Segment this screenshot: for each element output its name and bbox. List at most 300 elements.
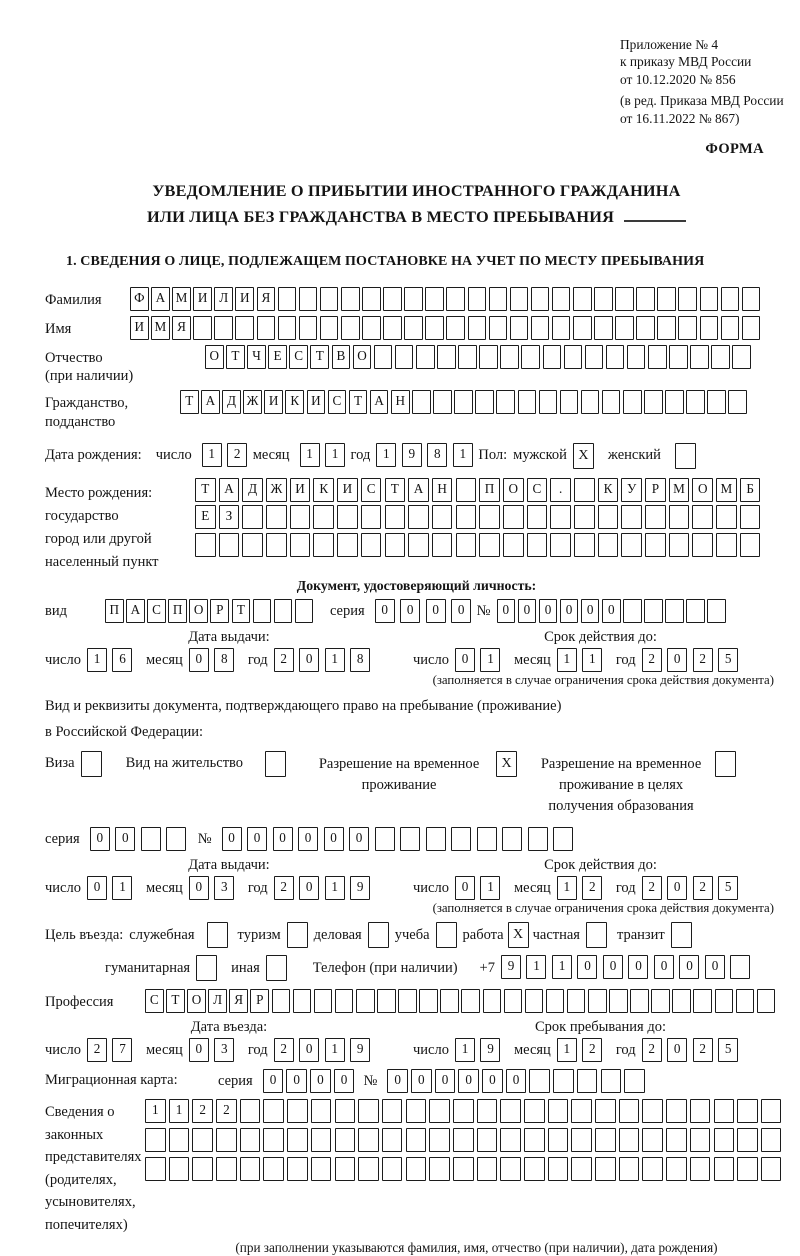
char-cell[interactable]: 1: [300, 443, 320, 467]
char-cell[interactable]: [686, 390, 705, 414]
char-cell[interactable]: [385, 533, 406, 557]
char-cell[interactable]: 1: [325, 648, 345, 672]
char-cell[interactable]: [141, 827, 161, 851]
char-cell[interactable]: 8: [427, 443, 447, 467]
char-cell[interactable]: [475, 390, 494, 414]
char-cell[interactable]: С: [145, 989, 164, 1013]
char-cell[interactable]: [432, 505, 453, 529]
char-cell[interactable]: 2: [693, 1038, 713, 1062]
purpose-other-checkbox[interactable]: [266, 955, 287, 981]
char-cell[interactable]: [598, 533, 619, 557]
char-cell[interactable]: [543, 345, 562, 369]
char-cell[interactable]: М: [716, 478, 737, 502]
char-cell[interactable]: [548, 1157, 569, 1181]
char-cell[interactable]: [700, 316, 719, 340]
char-cell[interactable]: С: [361, 478, 382, 502]
char-cell[interactable]: П: [168, 599, 187, 623]
char-cell[interactable]: [594, 287, 613, 311]
char-cell[interactable]: 3: [214, 876, 234, 900]
char-cell[interactable]: [287, 1128, 308, 1152]
char-cell[interactable]: [548, 1099, 569, 1123]
char-cell[interactable]: [406, 1157, 427, 1181]
char-cell[interactable]: 0: [90, 827, 110, 851]
char-cell[interactable]: [235, 316, 254, 340]
char-cell[interactable]: [145, 1128, 166, 1152]
char-cell[interactable]: [406, 1099, 427, 1123]
char-cell[interactable]: [456, 533, 477, 557]
char-cell[interactable]: [595, 1157, 616, 1181]
char-cell[interactable]: Т: [232, 599, 251, 623]
char-cell[interactable]: [644, 390, 663, 414]
char-cell[interactable]: [437, 345, 456, 369]
char-cell[interactable]: 0: [497, 599, 516, 623]
char-cell[interactable]: 0: [411, 1069, 432, 1093]
char-cell[interactable]: [728, 390, 747, 414]
char-cell[interactable]: Р: [210, 599, 229, 623]
char-cell[interactable]: [665, 390, 684, 414]
char-cell[interactable]: [500, 1099, 521, 1123]
char-cell[interactable]: А: [408, 478, 429, 502]
char-cell[interactable]: [416, 345, 435, 369]
char-cell[interactable]: 1: [552, 955, 572, 979]
char-cell[interactable]: [690, 1157, 711, 1181]
char-cell[interactable]: И: [290, 478, 311, 502]
char-cell[interactable]: 5: [718, 1038, 738, 1062]
char-cell[interactable]: Я: [257, 287, 276, 311]
char-cell[interactable]: 0: [603, 955, 623, 979]
char-cell[interactable]: 0: [387, 1069, 408, 1093]
char-cell[interactable]: [761, 1128, 782, 1152]
char-cell[interactable]: К: [313, 478, 334, 502]
char-cell[interactable]: 0: [310, 1069, 331, 1093]
char-cell[interactable]: 0: [273, 827, 293, 851]
char-cell[interactable]: 0: [189, 876, 209, 900]
char-cell[interactable]: [595, 1099, 616, 1123]
char-cell[interactable]: [311, 1099, 332, 1123]
char-cell[interactable]: 0: [667, 648, 687, 672]
char-cell[interactable]: 1: [453, 443, 473, 467]
char-cell[interactable]: [287, 1157, 308, 1181]
char-cell[interactable]: [740, 505, 761, 529]
char-cell[interactable]: А: [126, 599, 145, 623]
edu-residence-permit-checkbox[interactable]: [715, 751, 736, 777]
char-cell[interactable]: М: [172, 287, 191, 311]
char-cell[interactable]: [408, 505, 429, 529]
char-cell[interactable]: [374, 345, 393, 369]
char-cell[interactable]: [240, 1128, 261, 1152]
char-cell[interactable]: [477, 1128, 498, 1152]
char-cell[interactable]: [736, 989, 755, 1013]
char-cell[interactable]: [714, 1099, 735, 1123]
char-cell[interactable]: Т: [195, 478, 216, 502]
char-cell[interactable]: [678, 287, 697, 311]
char-cell[interactable]: [257, 316, 276, 340]
char-cell[interactable]: 9: [501, 955, 521, 979]
char-cell[interactable]: 1: [325, 1038, 345, 1062]
char-cell[interactable]: [642, 1099, 663, 1123]
char-cell[interactable]: Т: [349, 390, 368, 414]
char-cell[interactable]: 0: [189, 1038, 209, 1062]
char-cell[interactable]: 1: [557, 1038, 577, 1062]
char-cell[interactable]: [645, 533, 666, 557]
char-cell[interactable]: [690, 345, 709, 369]
char-cell[interactable]: О: [353, 345, 372, 369]
char-cell[interactable]: 1: [526, 955, 546, 979]
char-cell[interactable]: [335, 989, 354, 1013]
purpose-humanitarian-checkbox[interactable]: [196, 955, 217, 981]
char-cell[interactable]: [358, 1128, 379, 1152]
char-cell[interactable]: [567, 989, 586, 1013]
char-cell[interactable]: [690, 1128, 711, 1152]
char-cell[interactable]: [707, 599, 726, 623]
char-cell[interactable]: [382, 1099, 403, 1123]
char-cell[interactable]: [553, 827, 573, 851]
char-cell[interactable]: [510, 287, 529, 311]
char-cell[interactable]: [550, 533, 571, 557]
char-cell[interactable]: [714, 1128, 735, 1152]
char-cell[interactable]: [195, 533, 216, 557]
char-cell[interactable]: [619, 1128, 640, 1152]
purpose-business-checkbox[interactable]: [368, 922, 389, 948]
char-cell[interactable]: 0: [334, 1069, 355, 1093]
char-cell[interactable]: 1: [325, 443, 345, 467]
char-cell[interactable]: [518, 390, 537, 414]
char-cell[interactable]: [425, 316, 444, 340]
char-cell[interactable]: 0: [581, 599, 600, 623]
char-cell[interactable]: [453, 1128, 474, 1152]
char-cell[interactable]: .: [550, 478, 571, 502]
purpose-study-checkbox[interactable]: [436, 922, 457, 948]
char-cell[interactable]: [169, 1157, 190, 1181]
char-cell[interactable]: 2: [274, 876, 294, 900]
char-cell[interactable]: [456, 478, 477, 502]
char-cell[interactable]: 1: [557, 648, 577, 672]
char-cell[interactable]: И: [235, 287, 254, 311]
char-cell[interactable]: [382, 1128, 403, 1152]
char-cell[interactable]: [395, 345, 414, 369]
char-cell[interactable]: В: [332, 345, 351, 369]
char-cell[interactable]: 2: [582, 1038, 602, 1062]
char-cell[interactable]: 1: [325, 876, 345, 900]
char-cell[interactable]: [311, 1128, 332, 1152]
char-cell[interactable]: 0: [87, 876, 107, 900]
char-cell[interactable]: [636, 316, 655, 340]
char-cell[interactable]: [432, 533, 453, 557]
char-cell[interactable]: [274, 599, 293, 623]
char-cell[interactable]: [453, 1099, 474, 1123]
char-cell[interactable]: [361, 505, 382, 529]
char-cell[interactable]: [609, 989, 628, 1013]
char-cell[interactable]: [500, 345, 519, 369]
char-cell[interactable]: 2: [216, 1099, 237, 1123]
char-cell[interactable]: 0: [679, 955, 699, 979]
char-cell[interactable]: 0: [324, 827, 344, 851]
char-cell[interactable]: 2: [274, 648, 294, 672]
char-cell[interactable]: [337, 505, 358, 529]
char-cell[interactable]: [385, 505, 406, 529]
char-cell[interactable]: [483, 989, 502, 1013]
char-cell[interactable]: [272, 989, 291, 1013]
char-cell[interactable]: С: [527, 478, 548, 502]
char-cell[interactable]: А: [201, 390, 220, 414]
char-cell[interactable]: Т: [166, 989, 185, 1013]
char-cell[interactable]: 0: [189, 648, 209, 672]
char-cell[interactable]: 0: [222, 827, 242, 851]
char-cell[interactable]: [192, 1157, 213, 1181]
char-cell[interactable]: 1: [455, 1038, 475, 1062]
char-cell[interactable]: [341, 316, 360, 340]
char-cell[interactable]: [446, 316, 465, 340]
char-cell[interactable]: О: [187, 989, 206, 1013]
char-cell[interactable]: [299, 316, 318, 340]
char-cell[interactable]: Л: [214, 287, 233, 311]
char-cell[interactable]: [546, 989, 565, 1013]
char-cell[interactable]: [737, 1099, 758, 1123]
char-cell[interactable]: [548, 1128, 569, 1152]
char-cell[interactable]: Я: [172, 316, 191, 340]
char-cell[interactable]: [707, 390, 726, 414]
female-checkbox[interactable]: [675, 443, 696, 469]
char-cell[interactable]: [356, 989, 375, 1013]
char-cell[interactable]: К: [285, 390, 304, 414]
char-cell[interactable]: [552, 287, 571, 311]
char-cell[interactable]: 0: [667, 1038, 687, 1062]
char-cell[interactable]: 2: [642, 1038, 662, 1062]
char-cell[interactable]: [278, 316, 297, 340]
char-cell[interactable]: [642, 1157, 663, 1181]
char-cell[interactable]: [742, 287, 761, 311]
char-cell[interactable]: [528, 827, 548, 851]
purpose-tourism-checkbox[interactable]: [287, 922, 308, 948]
char-cell[interactable]: [742, 316, 761, 340]
char-cell[interactable]: 0: [400, 599, 420, 623]
char-cell[interactable]: [527, 505, 548, 529]
char-cell[interactable]: [690, 1099, 711, 1123]
char-cell[interactable]: [313, 533, 334, 557]
purpose-work-checkbox[interactable]: X: [508, 922, 529, 948]
char-cell[interactable]: 0: [577, 955, 597, 979]
char-cell[interactable]: 2: [87, 1038, 107, 1062]
char-cell[interactable]: [669, 533, 690, 557]
char-cell[interactable]: И: [193, 287, 212, 311]
char-cell[interactable]: Ф: [130, 287, 149, 311]
purpose-official-checkbox[interactable]: [207, 922, 228, 948]
char-cell[interactable]: [666, 1099, 687, 1123]
char-cell[interactable]: [524, 1128, 545, 1152]
char-cell[interactable]: [479, 345, 498, 369]
char-cell[interactable]: [672, 989, 691, 1013]
char-cell[interactable]: [560, 390, 579, 414]
char-cell[interactable]: [477, 1099, 498, 1123]
char-cell[interactable]: [263, 1128, 284, 1152]
char-cell[interactable]: М: [151, 316, 170, 340]
char-cell[interactable]: Т: [226, 345, 245, 369]
char-cell[interactable]: И: [337, 478, 358, 502]
char-cell[interactable]: 0: [299, 648, 319, 672]
char-cell[interactable]: [601, 1069, 622, 1093]
char-cell[interactable]: [440, 989, 459, 1013]
char-cell[interactable]: [636, 287, 655, 311]
char-cell[interactable]: Н: [432, 478, 453, 502]
char-cell[interactable]: С: [289, 345, 308, 369]
char-cell[interactable]: [606, 345, 625, 369]
char-cell[interactable]: 2: [192, 1099, 213, 1123]
char-cell[interactable]: 5: [718, 648, 738, 672]
char-cell[interactable]: 0: [506, 1069, 527, 1093]
char-cell[interactable]: Т: [310, 345, 329, 369]
char-cell[interactable]: С: [328, 390, 347, 414]
char-cell[interactable]: [692, 533, 713, 557]
char-cell[interactable]: [757, 989, 776, 1013]
temp-residence-permit-checkbox[interactable]: X: [496, 751, 517, 777]
char-cell[interactable]: 0: [539, 599, 558, 623]
char-cell[interactable]: [216, 1157, 237, 1181]
char-cell[interactable]: [692, 505, 713, 529]
char-cell[interactable]: [644, 599, 663, 623]
char-cell[interactable]: [456, 505, 477, 529]
char-cell[interactable]: 1: [480, 876, 500, 900]
char-cell[interactable]: О: [189, 599, 208, 623]
char-cell[interactable]: 0: [426, 599, 446, 623]
char-cell[interactable]: [293, 989, 312, 1013]
char-cell[interactable]: [657, 287, 676, 311]
char-cell[interactable]: 0: [299, 876, 319, 900]
char-cell[interactable]: 0: [482, 1069, 503, 1093]
char-cell[interactable]: Д: [222, 390, 241, 414]
char-cell[interactable]: [716, 533, 737, 557]
char-cell[interactable]: [571, 1099, 592, 1123]
char-cell[interactable]: 2: [274, 1038, 294, 1062]
char-cell[interactable]: И: [307, 390, 326, 414]
char-cell[interactable]: 9: [402, 443, 422, 467]
char-cell[interactable]: [669, 505, 690, 529]
char-cell[interactable]: 9: [350, 876, 370, 900]
char-cell[interactable]: [521, 345, 540, 369]
char-cell[interactable]: [574, 505, 595, 529]
char-cell[interactable]: З: [219, 505, 240, 529]
char-cell[interactable]: Л: [208, 989, 227, 1013]
char-cell[interactable]: [623, 599, 642, 623]
char-cell[interactable]: [581, 390, 600, 414]
char-cell[interactable]: 0: [349, 827, 369, 851]
char-cell[interactable]: [693, 989, 712, 1013]
char-cell[interactable]: [525, 989, 544, 1013]
char-cell[interactable]: [715, 989, 734, 1013]
char-cell[interactable]: [192, 1128, 213, 1152]
char-cell[interactable]: [500, 1157, 521, 1181]
char-cell[interactable]: [454, 390, 473, 414]
char-cell[interactable]: [571, 1128, 592, 1152]
char-cell[interactable]: [714, 1157, 735, 1181]
char-cell[interactable]: 0: [247, 827, 267, 851]
char-cell[interactable]: 0: [286, 1069, 307, 1093]
char-cell[interactable]: 0: [455, 648, 475, 672]
char-cell[interactable]: 9: [350, 1038, 370, 1062]
char-cell[interactable]: [337, 533, 358, 557]
char-cell[interactable]: [477, 1157, 498, 1181]
char-cell[interactable]: 0: [455, 876, 475, 900]
char-cell[interactable]: [335, 1099, 356, 1123]
char-cell[interactable]: [398, 989, 417, 1013]
char-cell[interactable]: П: [479, 478, 500, 502]
char-cell[interactable]: 6: [112, 648, 132, 672]
char-cell[interactable]: А: [370, 390, 389, 414]
char-cell[interactable]: Е: [195, 505, 216, 529]
char-cell[interactable]: [619, 1157, 640, 1181]
char-cell[interactable]: [531, 287, 550, 311]
residence-permit-checkbox[interactable]: [265, 751, 286, 777]
char-cell[interactable]: [624, 1069, 645, 1093]
char-cell[interactable]: [585, 345, 604, 369]
char-cell[interactable]: [468, 316, 487, 340]
char-cell[interactable]: [479, 505, 500, 529]
char-cell[interactable]: [623, 390, 642, 414]
char-cell[interactable]: [426, 827, 446, 851]
char-cell[interactable]: 2: [582, 876, 602, 900]
char-cell[interactable]: [429, 1157, 450, 1181]
char-cell[interactable]: [496, 390, 515, 414]
char-cell[interactable]: [531, 316, 550, 340]
char-cell[interactable]: [479, 533, 500, 557]
char-cell[interactable]: Ж: [243, 390, 262, 414]
char-cell[interactable]: Б: [740, 478, 761, 502]
char-cell[interactable]: [287, 1099, 308, 1123]
char-cell[interactable]: 0: [375, 599, 395, 623]
char-cell[interactable]: 7: [112, 1038, 132, 1062]
char-cell[interactable]: 0: [518, 599, 537, 623]
char-cell[interactable]: [193, 316, 212, 340]
char-cell[interactable]: [266, 533, 287, 557]
char-cell[interactable]: И: [130, 316, 149, 340]
char-cell[interactable]: [382, 1157, 403, 1181]
char-cell[interactable]: [358, 1099, 379, 1123]
char-cell[interactable]: [404, 287, 423, 311]
char-cell[interactable]: Н: [391, 390, 410, 414]
char-cell[interactable]: 1: [169, 1099, 190, 1123]
char-cell[interactable]: [335, 1128, 356, 1152]
male-checkbox[interactable]: X: [573, 443, 594, 469]
char-cell[interactable]: [383, 287, 402, 311]
char-cell[interactable]: [406, 1128, 427, 1152]
char-cell[interactable]: [524, 1099, 545, 1123]
char-cell[interactable]: Д: [242, 478, 263, 502]
purpose-private-checkbox[interactable]: [586, 922, 607, 948]
char-cell[interactable]: [335, 1157, 356, 1181]
char-cell[interactable]: [458, 345, 477, 369]
char-cell[interactable]: [657, 316, 676, 340]
char-cell[interactable]: 1: [376, 443, 396, 467]
char-cell[interactable]: [621, 505, 642, 529]
char-cell[interactable]: [278, 287, 297, 311]
char-cell[interactable]: 0: [705, 955, 725, 979]
char-cell[interactable]: 0: [451, 599, 471, 623]
char-cell[interactable]: М: [669, 478, 690, 502]
char-cell[interactable]: Р: [645, 478, 666, 502]
char-cell[interactable]: [502, 827, 522, 851]
char-cell[interactable]: [219, 533, 240, 557]
char-cell[interactable]: [290, 533, 311, 557]
char-cell[interactable]: [721, 287, 740, 311]
char-cell[interactable]: 0: [458, 1069, 479, 1093]
char-cell[interactable]: [678, 316, 697, 340]
char-cell[interactable]: 1: [202, 443, 222, 467]
char-cell[interactable]: [214, 316, 233, 340]
char-cell[interactable]: [166, 827, 186, 851]
char-cell[interactable]: 1: [557, 876, 577, 900]
char-cell[interactable]: 0: [654, 955, 674, 979]
char-cell[interactable]: И: [264, 390, 283, 414]
char-cell[interactable]: 1: [145, 1099, 166, 1123]
